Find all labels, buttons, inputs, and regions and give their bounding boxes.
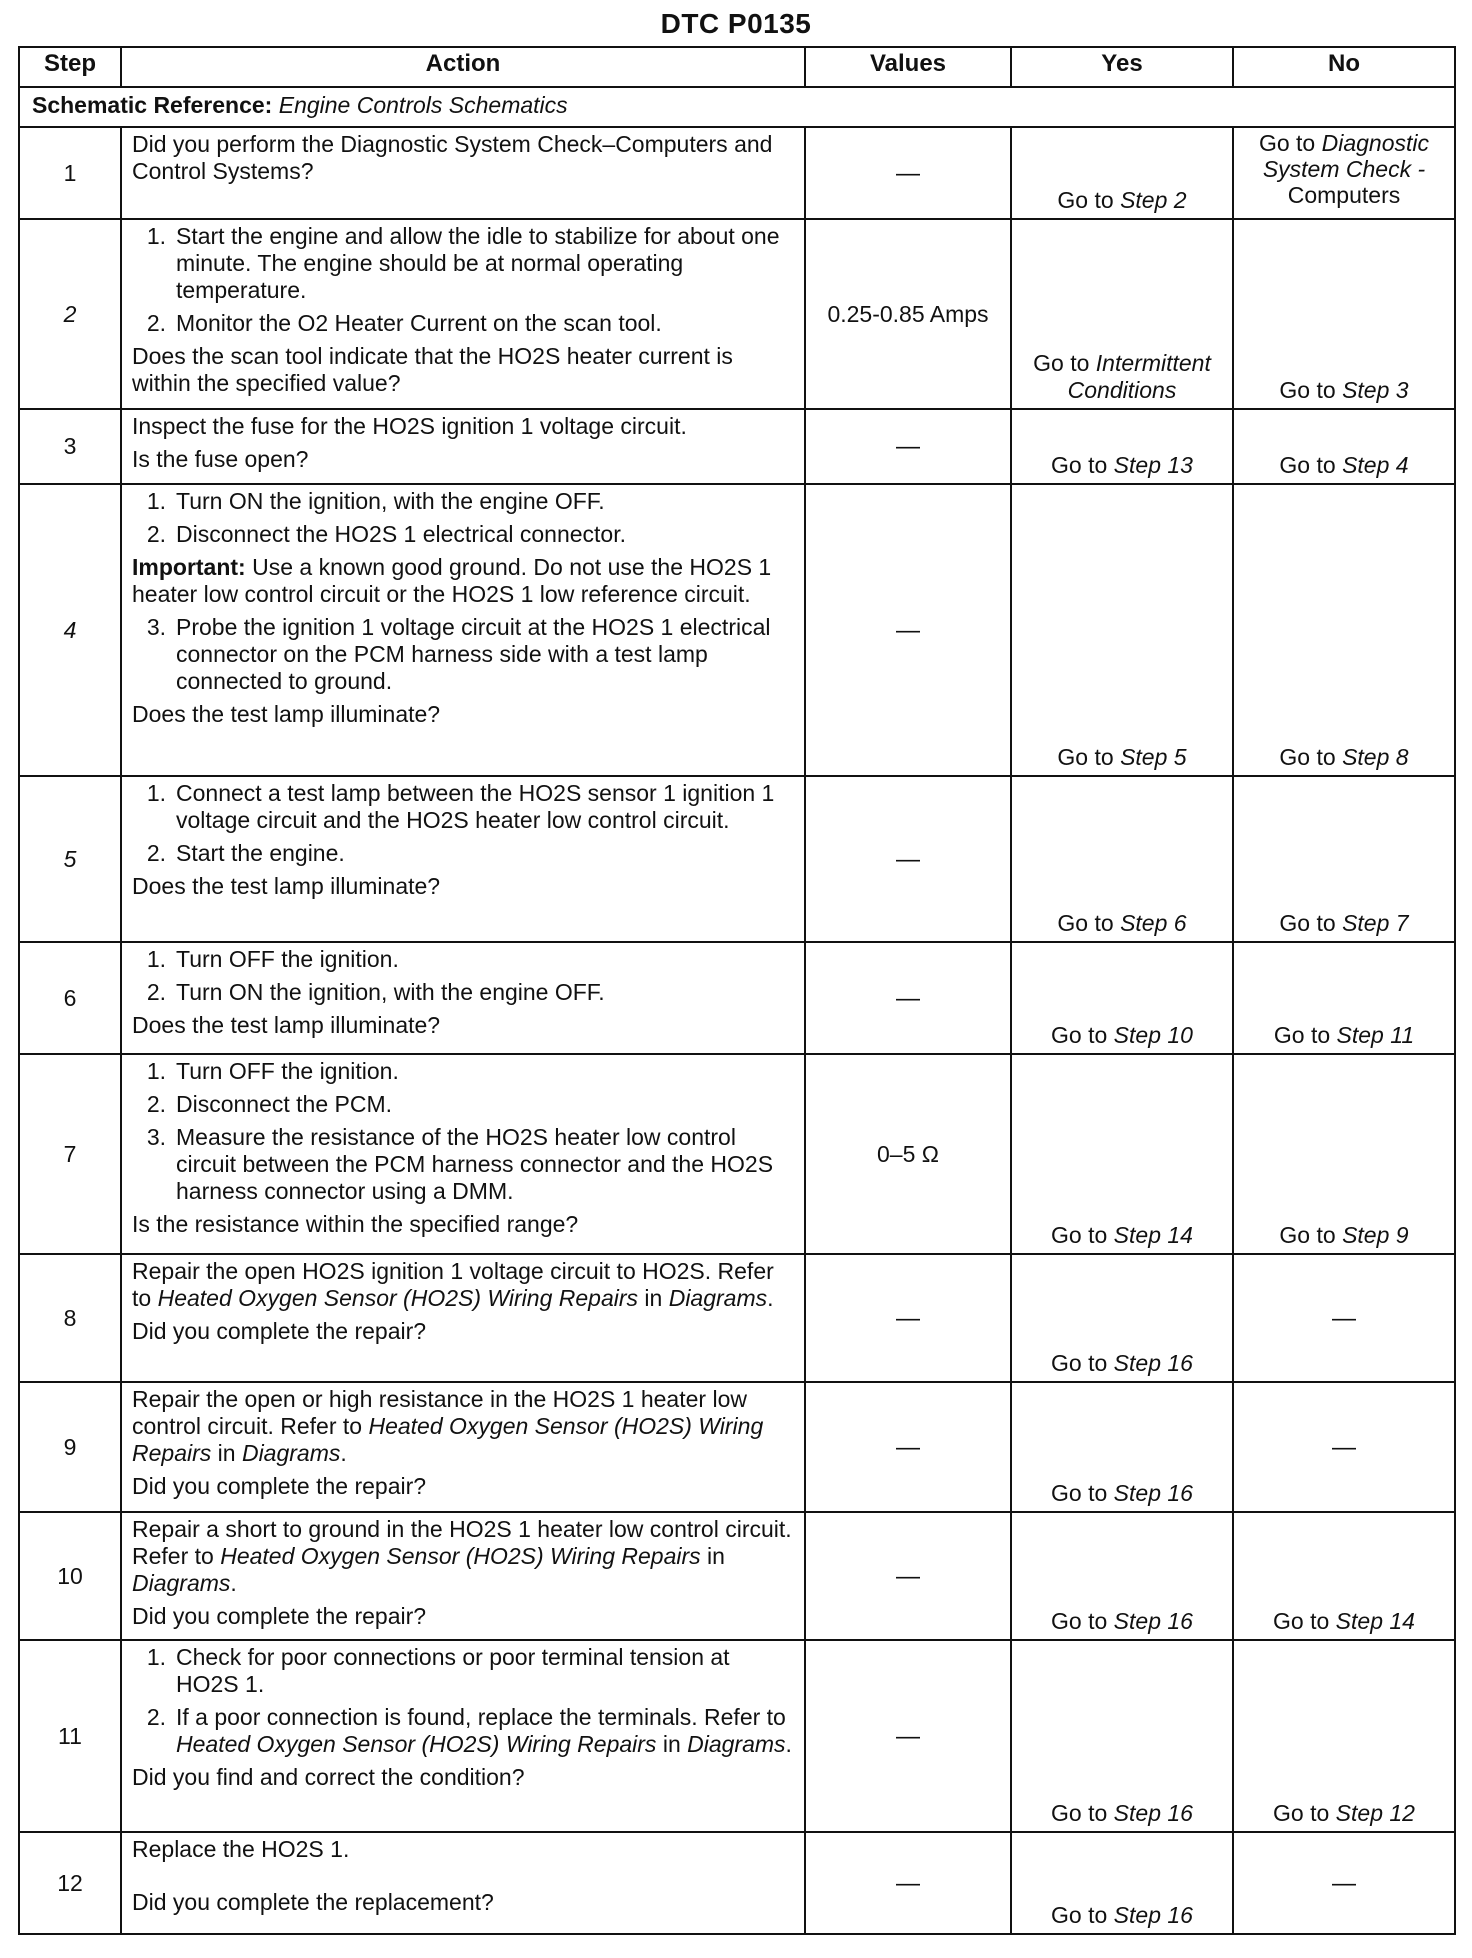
table-row (19, 409, 1455, 484)
goto-label: Go to (1051, 1222, 1108, 1248)
no-cell[interactable] (1233, 484, 1455, 776)
table-row (19, 942, 1455, 1054)
action-text: Repair the open or high resistance in the HO2S 1 heater low control circuit. Refer to Heated Oxygen Sensor (HO2S) Wiring Repairs in Diagrams. (132, 1386, 764, 1466)
yes-link[interactable]: Step 16 (1113, 1350, 1193, 1376)
goto-label: Go to (1279, 377, 1336, 403)
yes-cell[interactable] (1011, 484, 1233, 776)
yes-link[interactable]: Step 16 (1113, 1902, 1193, 1928)
action-text: Repair the open HO2S ignition 1 voltage circuit to HO2S. Refer to Heated Oxygen Sensor (HO2S) Wiring Repairs in Diagrams. (132, 1258, 774, 1311)
step-number: 1 (19, 127, 121, 219)
action-cell: 1. Turn ON the ignition, with the engine OFF. 2. Disconnect the HO2S 1 electrical connector. Important: Use a known good ground. Do not use the HO2S 1 heater low control circuit or the HO2S 1 low reference circuit. 3. Probe the ignition 1 voltage circuit at the HO2S 1 electrical connector on the PCM harness side with a test lamp connected to ground. Does the test lamp illuminate? (121, 484, 805, 776)
table-row (19, 776, 1455, 942)
no-link-part[interactable]: System Check - (1262, 156, 1426, 182)
goto-label: Go to (1258, 130, 1316, 156)
yes-cell[interactable] (1011, 942, 1233, 1054)
action-question: Does the scan tool indicate that the HO2S heater current is within the specified value? (132, 343, 733, 396)
important-text: Use a known good ground. Do not use the HO2S 1 heater low control circuit or the HO2S 1 low reference circuit. (132, 554, 772, 607)
reference-link[interactable]: Diagrams (241, 1440, 341, 1466)
goto-label: Go to (1273, 1608, 1330, 1634)
goto-label: Go to (1051, 1350, 1108, 1376)
action-question: Does the test lamp illuminate? (132, 873, 441, 899)
goto-label: Go to (1051, 452, 1108, 478)
action-item: Turn ON the ignition, with the engine OFF. (176, 979, 605, 1005)
reference-link[interactable]: Heated Oxygen Sensor (HO2S) Wiring Repairs (157, 1285, 639, 1311)
action-cell (121, 409, 805, 484)
no-link-part[interactable]: Diagnostic (1321, 130, 1430, 156)
values-cell: — (805, 484, 1011, 776)
action-item: Probe the ignition 1 voltage circuit at the HO2S 1 electrical connector on the PCM harness side with a test lamp connected to ground. (176, 614, 771, 694)
reference-link[interactable]: Diagrams (132, 1570, 231, 1596)
yes-link[interactable]: Step 16 (1113, 1480, 1193, 1506)
values-cell: 0.25-0.85 Amps (805, 219, 1011, 409)
action-text: Repair a short to ground in the HO2S 1 heater low control circuit. Refer to Heated Oxygen Sensor (HO2S) Wiring Repairs in Diagrams. (132, 1516, 792, 1596)
yes-link[interactable]: Conditions (1067, 377, 1177, 403)
step-number: 3 (19, 409, 121, 484)
no-link[interactable]: Step 4 (1342, 452, 1409, 478)
yes-cell[interactable] (1011, 1512, 1233, 1640)
goto-label: Go to (1057, 187, 1114, 213)
action-question: Did you find and correct the condition? (132, 1764, 525, 1790)
yes-link[interactable]: Step 16 (1113, 1608, 1193, 1634)
action-cell: 1. Check for poor connections or poor terminal tension at HO2S 1. 2. If a poor connection is found, replace the terminals. Refer to Heated Oxygen Sensor (HO2S) Wiring Repairs in Diagrams. Did you find and correct the condition? (121, 1640, 805, 1832)
table-row (19, 1254, 1455, 1382)
action-item: Turn ON the ignition, with the engine OFF. (176, 488, 605, 514)
header-no: No (1233, 47, 1455, 87)
step-number: 12 (19, 1832, 121, 1934)
action-item: If a poor connection is found, replace the terminals. Refer to Heated Oxygen Sensor (HO2S) Wiring Repairs in Diagrams. (176, 1704, 792, 1757)
goto-label: Go to (1279, 910, 1336, 936)
values-cell: — (805, 409, 1011, 484)
important-label: Important: (132, 554, 246, 580)
yes-link[interactable]: Step 13 (1113, 452, 1193, 478)
goto-label: Go to (1051, 1608, 1108, 1634)
goto-label: Go to (1057, 910, 1114, 936)
goto-label: Go to (1051, 1800, 1108, 1826)
reference-link[interactable]: Heated Oxygen Sensor (HO2S) Wiring Repairs (176, 1731, 657, 1757)
table-row (19, 219, 1455, 409)
action-cell: 1. Turn OFF the ignition. 2. Turn ON the ignition, with the engine OFF. Does the test lamp illuminate? (121, 942, 805, 1054)
goto-label: Go to (1273, 1022, 1331, 1048)
table-row (19, 127, 1455, 219)
action-item: Monitor the O2 Heater Current on the scan tool. (176, 310, 662, 336)
no-link[interactable]: Step 11 (1336, 1022, 1415, 1048)
action-cell: 1. Start the engine and allow the idle to stabilize for about one minute. The engine should be at normal operating temperature. 2. Monitor the O2 Heater Current on the scan tool. Does the scan tool indicate that the HO2S heater current is within the specified value? (121, 219, 805, 409)
yes-link[interactable]: Step 16 (1113, 1800, 1193, 1826)
yes-link[interactable]: Step 14 (1113, 1222, 1193, 1248)
action-question: Did you complete the repair? (132, 1318, 427, 1344)
values-cell: — (805, 776, 1011, 942)
values-cell: — (805, 1382, 1011, 1512)
step-number: 9 (19, 1382, 121, 1512)
step-number: 6 (19, 942, 121, 1054)
action-cell (121, 127, 805, 219)
step-number: 11 (19, 1640, 121, 1832)
action-question: Did you complete the replacement? (132, 1889, 494, 1915)
goto-label: Go to (1051, 1902, 1108, 1928)
header-step: Step (19, 47, 121, 87)
action-question: Does the test lamp illuminate? (132, 1012, 441, 1038)
goto-label: Go to (1051, 1480, 1108, 1506)
yes-cell[interactable] (1011, 409, 1233, 484)
no-cell: — (1233, 1832, 1455, 1934)
action-question: Is the resistance within the specified range? (132, 1211, 579, 1237)
action-cell: 1. Connect a test lamp between the HO2S sensor 1 ignition 1 voltage circuit and the HO2S heater low control circuit. 2. Start the engine. Does the test lamp illuminate? (121, 776, 805, 942)
action-cell: 1. Turn OFF the ignition. 2. Disconnect the PCM. 3. Measure the resistance of the HO2S heater low control circuit between the PCM harness connector and the HO2S harness connector using a DMM. Is the resistance within the specified range? (121, 1054, 805, 1254)
yes-cell[interactable] (1011, 1640, 1233, 1832)
goto-label: Go to (1273, 1800, 1330, 1826)
values-cell: — (805, 1512, 1011, 1640)
goto-label: Go to (1057, 744, 1114, 770)
no-link[interactable]: Step 3 (1342, 377, 1409, 403)
action-item: Turn OFF the ignition. (176, 1058, 399, 1084)
no-cell[interactable] (1233, 127, 1455, 219)
action-text: Inspect the fuse for the HO2S ignition 1 voltage circuit. (132, 413, 687, 439)
no-link[interactable]: Step 12 (1335, 1800, 1415, 1826)
action-item: Measure the resistance of the HO2S heater low control circuit between the PCM harness connector and the HO2S harness connector using a DMM. (176, 1124, 774, 1204)
step-number: 2 (19, 219, 121, 409)
no-link[interactable]: Step 14 (1335, 1608, 1415, 1634)
yes-link[interactable]: Step 6 (1120, 910, 1187, 936)
yes-link[interactable]: Step 10 (1113, 1022, 1193, 1048)
no-link-part[interactable]: Computers (1287, 182, 1401, 208)
yes-cell[interactable] (1011, 127, 1233, 219)
reference-link[interactable]: Heated Oxygen Sensor (HO2S) Wiring Repairs (220, 1543, 701, 1569)
schematic-link[interactable]: Engine Controls Schematics (278, 92, 568, 118)
values-cell: — (805, 1640, 1011, 1832)
action-item: Disconnect the PCM. (176, 1091, 393, 1117)
goto-label: Go to (1279, 1222, 1336, 1248)
action-item: Connect a test lamp between the HO2S sensor 1 ignition 1 voltage circuit and the HO2S heater low control circuit. (176, 780, 775, 833)
action-cell (121, 1512, 805, 1640)
page-title: DTC P0135 (660, 8, 812, 39)
schematic-label: Schematic Reference: (32, 92, 273, 118)
values-cell: — (805, 942, 1011, 1054)
reference-link[interactable]: Diagrams (687, 1731, 786, 1757)
diagnostic-table (18, 46, 1456, 1935)
action-cell (121, 1832, 805, 1934)
yes-cell[interactable] (1011, 1832, 1233, 1934)
no-cell[interactable] (1233, 1054, 1455, 1254)
action-question: Is the fuse open? (132, 446, 309, 472)
values-cell: 0–5 Ω (805, 1054, 1011, 1254)
action-cell (121, 1382, 805, 1512)
table-row (19, 1832, 1455, 1934)
action-item: Check for poor connections or poor terminal tension at HO2S 1. (176, 1644, 730, 1697)
no-cell[interactable] (1233, 409, 1455, 484)
schematic-reference-row (19, 87, 1455, 127)
no-link-block[interactable] (1238, 130, 1450, 208)
step-number: 8 (19, 1254, 121, 1382)
step-number: 10 (19, 1512, 121, 1640)
header-action: Action (121, 47, 805, 87)
yes-cell[interactable] (1011, 1054, 1233, 1254)
action-text: Replace the HO2S 1. (132, 1836, 350, 1862)
goto-label: Go to (1033, 350, 1090, 376)
no-cell[interactable] (1233, 942, 1455, 1054)
values-cell: — (805, 1832, 1011, 1934)
goto-label: Go to (1051, 1022, 1108, 1048)
action-text: Did you perform the Diagnostic System Check–Computers and Control Systems? (132, 131, 773, 184)
no-link[interactable]: Step 7 (1342, 910, 1409, 936)
goto-label: Go to (1279, 452, 1336, 478)
yes-cell[interactable] (1011, 219, 1233, 409)
header-yes: Yes (1011, 47, 1233, 87)
no-cell[interactable] (1233, 1512, 1455, 1640)
table-row (19, 1382, 1455, 1512)
yes-link[interactable]: Step 5 (1120, 744, 1187, 770)
values-cell: — (805, 127, 1011, 219)
yes-cell[interactable] (1011, 1254, 1233, 1382)
step-number: 5 (19, 776, 121, 942)
table-header-row (19, 47, 1455, 87)
table-row (19, 484, 1455, 776)
yes-link[interactable]: Intermittent (1095, 350, 1211, 376)
no-link[interactable]: Step 8 (1342, 744, 1409, 770)
goto-label: Go to (1279, 744, 1336, 770)
no-cell[interactable] (1233, 776, 1455, 942)
step-number: 7 (19, 1054, 121, 1254)
yes-cell[interactable] (1011, 776, 1233, 942)
no-cell: — (1233, 1254, 1455, 1382)
action-item: Turn OFF the ignition. (176, 946, 399, 972)
action-cell (121, 1254, 805, 1382)
table-row (19, 1512, 1455, 1640)
step-number: 4 (19, 484, 121, 776)
action-question: Does the test lamp illuminate? (132, 701, 441, 727)
action-question: Did you complete the repair? (132, 1603, 427, 1629)
action-question: Did you complete the repair? (132, 1473, 427, 1499)
no-link[interactable]: Step 9 (1342, 1222, 1409, 1248)
no-cell: — (1233, 1382, 1455, 1512)
header-values: Values (805, 47, 1011, 87)
table-row (19, 1640, 1455, 1832)
important-note (132, 554, 796, 608)
no-cell[interactable] (1233, 1640, 1455, 1832)
yes-cell[interactable] (1011, 1382, 1233, 1512)
action-item: Start the engine and allow the idle to stabilize for about one minute. The engine should be at normal operating temperature. (176, 223, 780, 303)
values-cell: — (805, 1254, 1011, 1382)
action-item: Disconnect the HO2S 1 electrical connector. (176, 521, 627, 547)
reference-link[interactable]: Diagrams (668, 1285, 768, 1311)
table-row (19, 1054, 1455, 1254)
reference-link[interactable]: Heated Oxygen Sensor (HO2S) Wiring Repairs (132, 1413, 764, 1466)
yes-link[interactable]: Step 2 (1120, 187, 1187, 213)
no-cell[interactable] (1233, 219, 1455, 409)
action-item: Start the engine. (176, 840, 345, 866)
